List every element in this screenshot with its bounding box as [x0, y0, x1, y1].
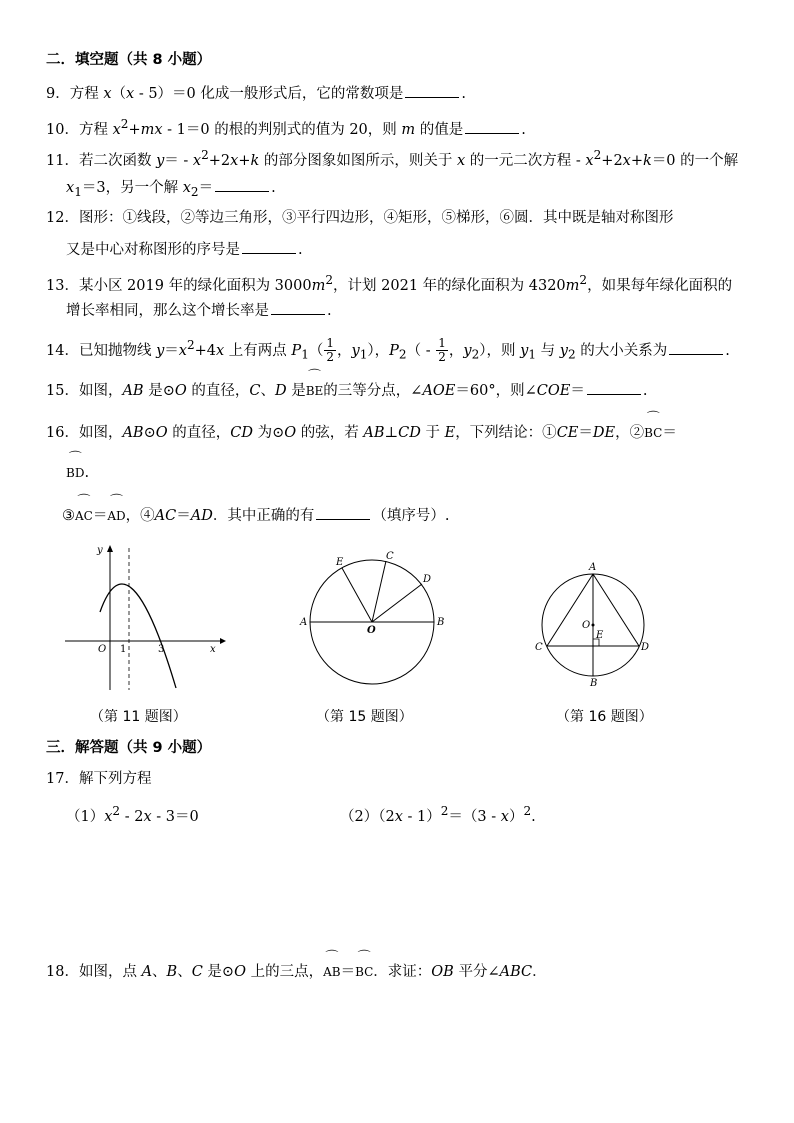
- caption-figure-15: （第 15 题图）: [316, 709, 413, 725]
- answer-blank[interactable]: [242, 239, 296, 254]
- label-d: D: [423, 574, 432, 585]
- question-9: 9．方程 x（x - 5）＝0 化成一般形式后，它的常数项是 .: [46, 83, 466, 104]
- radius-oe: [342, 568, 372, 622]
- label-d: D: [641, 642, 650, 653]
- figure-11-graph: [60, 540, 230, 695]
- label-c: C: [535, 642, 543, 653]
- arc-bc: ⌒ BC: [644, 423, 662, 443]
- arc-ab: ⌒ AB: [323, 962, 340, 982]
- label-three: 3: [158, 644, 165, 655]
- arc-bd: ⌒ BD: [66, 463, 84, 483]
- figure-16-circle: [528, 558, 658, 690]
- answer-blank[interactable]: [271, 300, 325, 315]
- label-a: A: [589, 562, 597, 573]
- answer-blank[interactable]: [405, 83, 459, 98]
- answer-blank[interactable]: [465, 119, 519, 134]
- question-12-line-2: 又是中心对称图形的序号是 .: [66, 239, 303, 260]
- label-one: 1: [120, 644, 127, 655]
- figure-15-circle: [298, 548, 448, 698]
- arc-bc: ⌒ BC: [355, 962, 373, 982]
- label-y: y: [97, 545, 103, 556]
- caption-figure-11: （第 11 题图）: [90, 709, 187, 725]
- arc-ac: ⌒ AC: [75, 506, 93, 526]
- question-13-line-2: 增长率相同，那么这个增长率是 .: [66, 300, 332, 321]
- question-12-line-1: 12．图形：①线段，②等边三角形，③平行四边形，④矩形，⑤梯形，⑥圆．其中既是轴对称图形: [46, 210, 674, 226]
- caption-figure-16: （第 16 题图）: [556, 709, 653, 725]
- question-13-line-1: 13．某小区 2019 年的绿化面积为 $3000m^2$，计划 2021 年的绿化面积为 $4320m^2$，如果每年绿化面积的: [46, 273, 733, 294]
- label-e: E: [596, 630, 604, 641]
- arc-ad: ⌒ AD: [107, 506, 125, 526]
- question-17-part-2: （2）（2x - 1）$^2$＝（3 - x）$^2$.: [340, 804, 536, 825]
- question-11-line-1: 11．若二次函数 $y= - x^2+2x+k$ 的部分图象如图所示，则关于 x 的一元二次方程 - $x^2+2x+k=0$ 的一个解: [46, 148, 739, 169]
- question-18: 18．如图，点 A、B、C 是⊙O 上的三点，⌒ AB＝⌒ BC．求证：OB 平分∠ABC．: [46, 962, 547, 982]
- section-title-answers: 三．解答题（共 9 小题）: [46, 740, 212, 756]
- x-axis-arrow: [220, 638, 226, 644]
- label-a: A: [300, 617, 308, 628]
- question-16-line-2: ⌒ BD.: [66, 463, 89, 483]
- label-e: E: [336, 557, 344, 568]
- question-11-line-2: $x_1=3$，另一个解 $x_2=$ .: [66, 177, 276, 202]
- answer-blank[interactable]: [587, 380, 641, 395]
- label-c: C: [386, 551, 394, 562]
- answer-blank[interactable]: [316, 505, 370, 520]
- y-axis-arrow: [107, 545, 113, 552]
- arc-be: ⌒ BE: [306, 381, 324, 401]
- section-title-fill-in: 二．填空题（共 8 小题）: [46, 52, 212, 68]
- answer-blank[interactable]: [669, 340, 723, 355]
- center-dot: [592, 624, 595, 627]
- question-16-line-1: 16．如图，AB⊙O 的直径，CD 为⊙O 的弦，若 AB⊥CD 于 E，下列结论：①CE＝DE，②⌒ BC＝: [46, 423, 677, 443]
- label-origin: O: [98, 644, 107, 655]
- question-17-title: 17．解下列方程: [46, 771, 152, 787]
- answer-blank[interactable]: [215, 177, 269, 192]
- question-15: 15．如图，AB 是⊙O 的直径，C、D 是⌒ BE的三等分点，∠AOE＝60°，则∠COE＝ .: [46, 380, 647, 401]
- label-b: B: [590, 678, 598, 689]
- question-17-part-1: $(1)x^2 - 2x - 3=0$: [66, 804, 199, 825]
- question-10: 10．方程 $x^2+mx - 1=0$ 的根的判别式的值为 20，则 m 的值是 .: [46, 117, 526, 138]
- question-14: 14．已知抛物线 $y=x^2+4x$ 上有两点 $P_1$（ $\frac{1}{2}$ ，$y_1$），$P_2$（ - $\frac{1}{2}$ ，$y_2$），则 $y_1$ 与 $y_2$ 的大小关系为 .: [46, 336, 730, 365]
- label-b: B: [437, 617, 445, 628]
- parabola-curve: [100, 584, 176, 688]
- label-o: O: [367, 625, 376, 636]
- segment-ac: [547, 574, 593, 646]
- label-x: x: [210, 644, 216, 655]
- question-16-line-3: ③⌒ AC＝⌒ AD，④AC＝AD．其中正确的有 （填序号）.: [62, 505, 449, 526]
- label-o: O: [582, 620, 591, 631]
